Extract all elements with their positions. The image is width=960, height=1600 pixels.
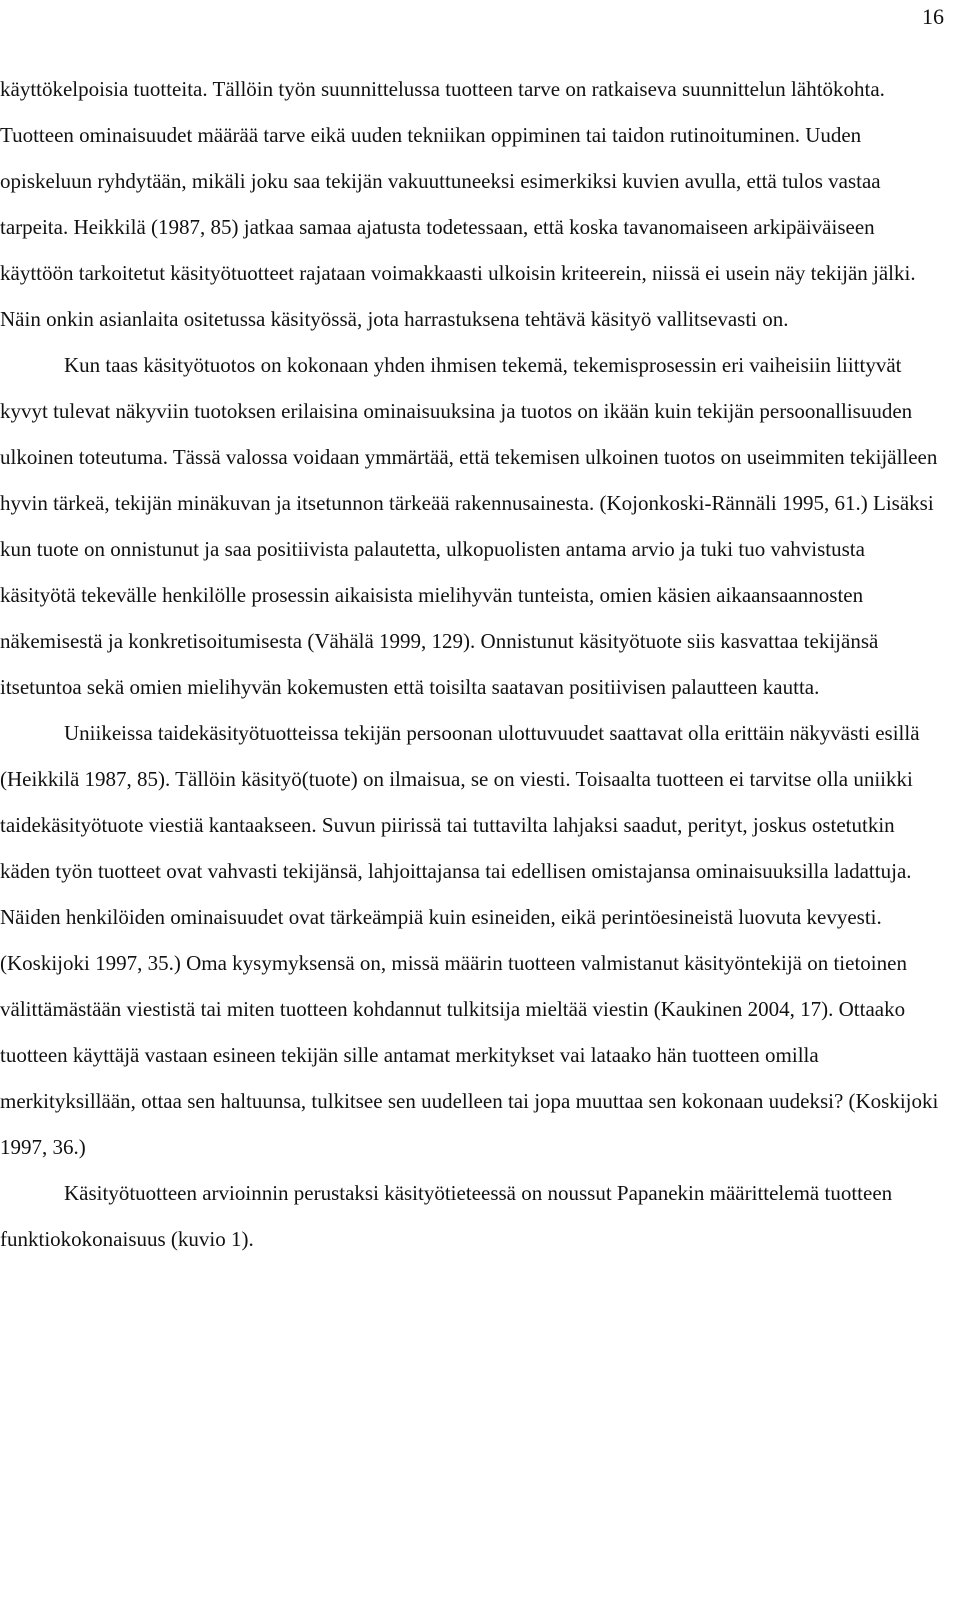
paragraph-2: Kun taas käsityötuotos on kokonaan yhden ihmisen tekemä, tekemisprosessin eri vaiheisiin liittyvät kyvyt tulevat näkyviin tuotoksen erilaisina ominaisuuksina ja tuotos on ikään kuin tekijän persoonallisuuden ulkoinen toteutuma. Tässä valossa voidaan ymmärtää, että tekemisen ulkoinen tuotos on useimmiten tekijälleen hyvin tärkeä, tekijän minäkuvan ja itsetunnon tärkeää rakennusainesta. (Kojonkoski-Rännäli 1995, 61.) Lisäksi kun tuote on onnistunut ja saa positiivista palautetta, ulkopuolisten antama arvio ja tuki tuo vahvistusta käsityötä tekevälle henkilölle prosessin aikaisista mielihyvän tunteista, omien käsien aikaansaannosten näkemisestä ja konkretisoitumisesta (Vähälä 1999, 129). Onnistunut käsityötuote siis kasvattaa tekijänsä itsetuntoa sekä omien mielihyvän kokemusten että toisilta saatavan positiivisen palautteen kautta. — [0, 353, 938, 699]
paragraph-3: Uniikeissa taidekäsityötuotteissa tekijän persoonan ulottuvuudet saattavat olla erittäin näkyvästi esillä (Heikkilä 1987, 85). Tällöin käsityö(tuote) on ilmaisua, se on viesti. Toisaalta tuotteen ei tarvitse olla uniikki taidekäsityötuote viestiä kantaakseen. Suvun piirissä tai tuttavilta lahjaksi saadut, perityt, joskus ostetutkin käden työn tuotteet ovat vahvasti tekijänsä, lahjoittajansa tai edellisen omistajansa ominaisuuksilla ladattuja. Näiden henkilöiden ominaisuudet ovat tärkeämpiä kuin esineiden, eikä perintöesineistä luovuta kevyesti. (Koskijoki 1997, 35.) Oma kysymyksensä on, missä määrin tuotteen valmistanut käsityöntekijä on tietoinen välittämästään viestistä tai miten tuotteen kohdannut tulkitsija mieltää viestin (Kaukinen 2004, 17). Ottaako tuotteen käyttäjä vastaan esineen tekijän sille antamat merkitykset vai lataako hän tuotteen omilla merkityksillään, ottaa sen haltuunsa, tulkitsee sen uudelleen tai jopa muuttaa sen kokonaan uudeksi? (Koskijoki 1997, 36.) — [0, 721, 939, 1159]
paragraph-4: Käsityötuotteen arvioinnin perustaksi käsityötieteessä on noussut Papanekin määrittelemä tuotteen funktiokokonaisuus (kuvio 1). — [0, 1181, 893, 1251]
page-number: 16 — [922, 4, 944, 29]
document-body — [0, 66, 940, 1262]
paragraph-1: käyttökelpoisia tuotteita. Tällöin työn suunnittelussa tuotteen tarve on ratkaiseva suunnittelun lähtökohta. Tuotteen ominaisuudet määrää tarve eikä uuden tekniikan oppiminen tai taidon rutinoituminen. Uuden opiskeluun ryhdytään, mikäli joku saa tekijän vakuuttuneeksi esimerkiksi kuvien avulla, että tulos vastaa tarpeita. Heikkilä (1987, 85) jatkaa samaa ajatusta todetessaan, että koska tavanomaiseen arkipäiväiseen käyttöön tarkoitetut käsityötuotteet rajataan voimakkaasti ulkoisin kriteerein, niissä ei usein näy tekijän jälki. Näin onkin asianlaita ositetussa käsityössä, jota harrastuksena tehtävä käsityö vallitsevasti on. — [0, 77, 916, 331]
